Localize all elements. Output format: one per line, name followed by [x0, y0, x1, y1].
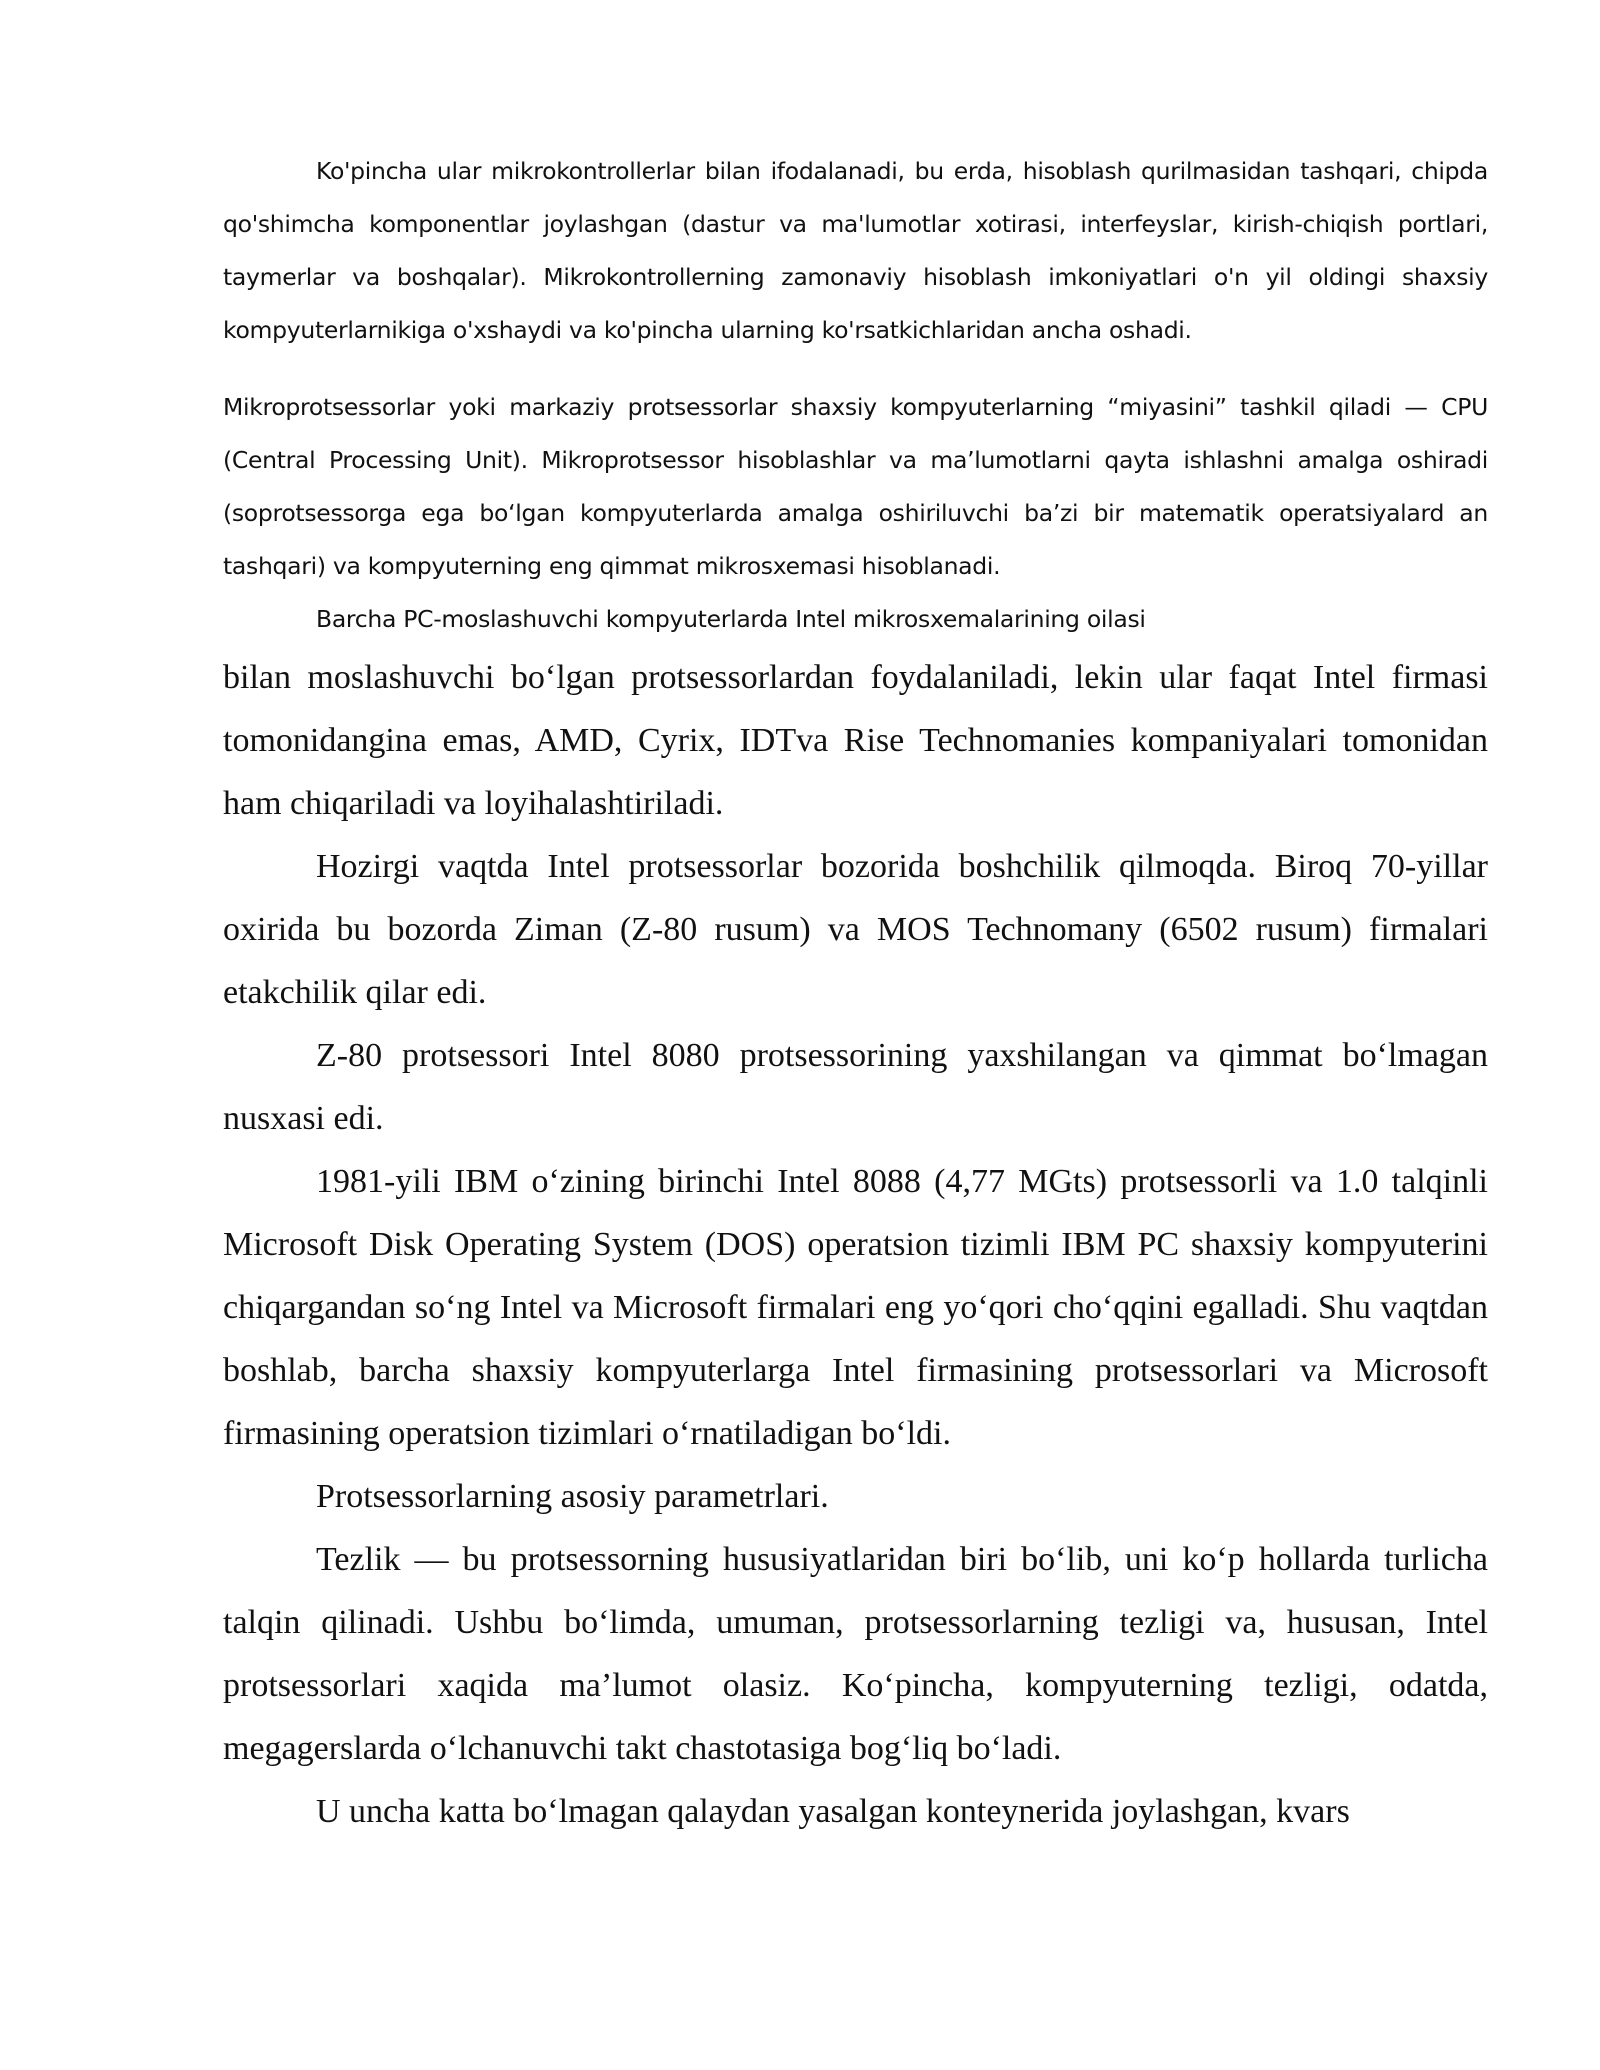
paragraph-pc-compatible-intro: Barcha PC-moslashuvchi kompyuterlarda Intel mikrosxemalarining oilasi	[316, 605, 1146, 633]
paragraph-z80: Z-80 protsessori Intel 8080 protsessorining yaxshilangan va qimmat bo‘lmagan nusxasi edi.	[223, 1037, 1488, 1137]
section-heading-processor-parameters: Protsessorlarning asosiy parametrlari.	[316, 1478, 829, 1515]
document-page	[223, 145, 1488, 1843]
paragraph-quartz: U uncha katta bo‘lmagan qalaydan yasalgan konteynerida joylashgan, kvars	[316, 1793, 1350, 1830]
paragraph-microprocessors: Mikroprotsessorlar yoki markaziy protsessorlar shaxsiy kompyuterlarning “miyasini” tashkil qiladi — CPU (Central Processing Unit). Mikroprotsessor hisoblashlar va ma’lumotlarni qayta ishlashni amalga oshiradi (soprotsessorga ega bo‘lgan kompyuterlarda amalga oshiriluvchi ba’zi bir matematik operatsiyalard an tashqari) va kompyuterning eng qimmat mikrosxemasi hisoblanadi.	[223, 393, 1488, 580]
paragraph-microcontrollers: Ko'pincha ular mikrokontrollerlar bilan ifodalanadi, bu erda, hisoblash qurilmasidan tashqari, chipda qo'shimcha komponentlar joylashgan (dastur va ma'lumotlar xotirasi, interfeyslar, kirish-chiqish portlari, taymerlar va boshqalar). Mikrokontrollerning zamonaviy hisoblash imkoniyatlari o'n yil oldingi shaxsiy kompyuterlarnikiga o'xshaydi va ko'pincha ularning ko'rsatkichlaridan ancha oshadi.	[223, 157, 1488, 344]
paragraph-pc-compatible-continued: bilan moslashuvchi bo‘lgan protsessorlardan foydalaniladi, lekin ular faqat Intel firmasi tomonidangina emas, AMD, Cyrix, IDTva Rise Technomanies kompaniyalari tomonidan ham chiqariladi va loyihalashtiriladi.	[223, 659, 1488, 822]
paragraph-ibm-pc-1981: 1981-yili IBM o‘zining birinchi Intel 8088 (4,77 MGts) protsessorli va 1.0 talqinli Microsoft Disk Operating System (DOS) operatsion tizimli IBM PC shaxsiy kompyuterini chiqargandan so‘ng Intel va Microsoft firmalari eng yo‘qori cho‘qqini egalladi. Shu vaqtdan boshlab, barcha shaxsiy kompyuterlarga Intel firmasining protsessorlari va Microsoft firmasining operatsion tizimlari o‘rnatiladigan bo‘ldi.	[223, 1163, 1488, 1452]
paragraph-speed: Tezlik — bu protsessorning hususiyatlaridan biri bo‘lib, uni ko‘p hollarda turlicha talqin qilinadi. Ushbu bo‘limda, umuman, protsessorlarning tezligi va, hususan, Intel protsessorlari xaqida ma’lumot olasiz. Ko‘pincha, kompyuterning tezligi, odatda, megagerslarda o‘lchanuvchi takt chastotasiga bog‘liq bo‘ladi.	[223, 1541, 1488, 1767]
paragraph-intel-market: Hozirgi vaqtda Intel protsessorlar bozorida boshchilik qilmoqda. Biroq 70-yillar oxirida bu bozorda Ziman (Z-80 rusum) va MOS Technomany (6502 rusum) firmalari etakchilik qilar edi.	[223, 848, 1488, 1011]
